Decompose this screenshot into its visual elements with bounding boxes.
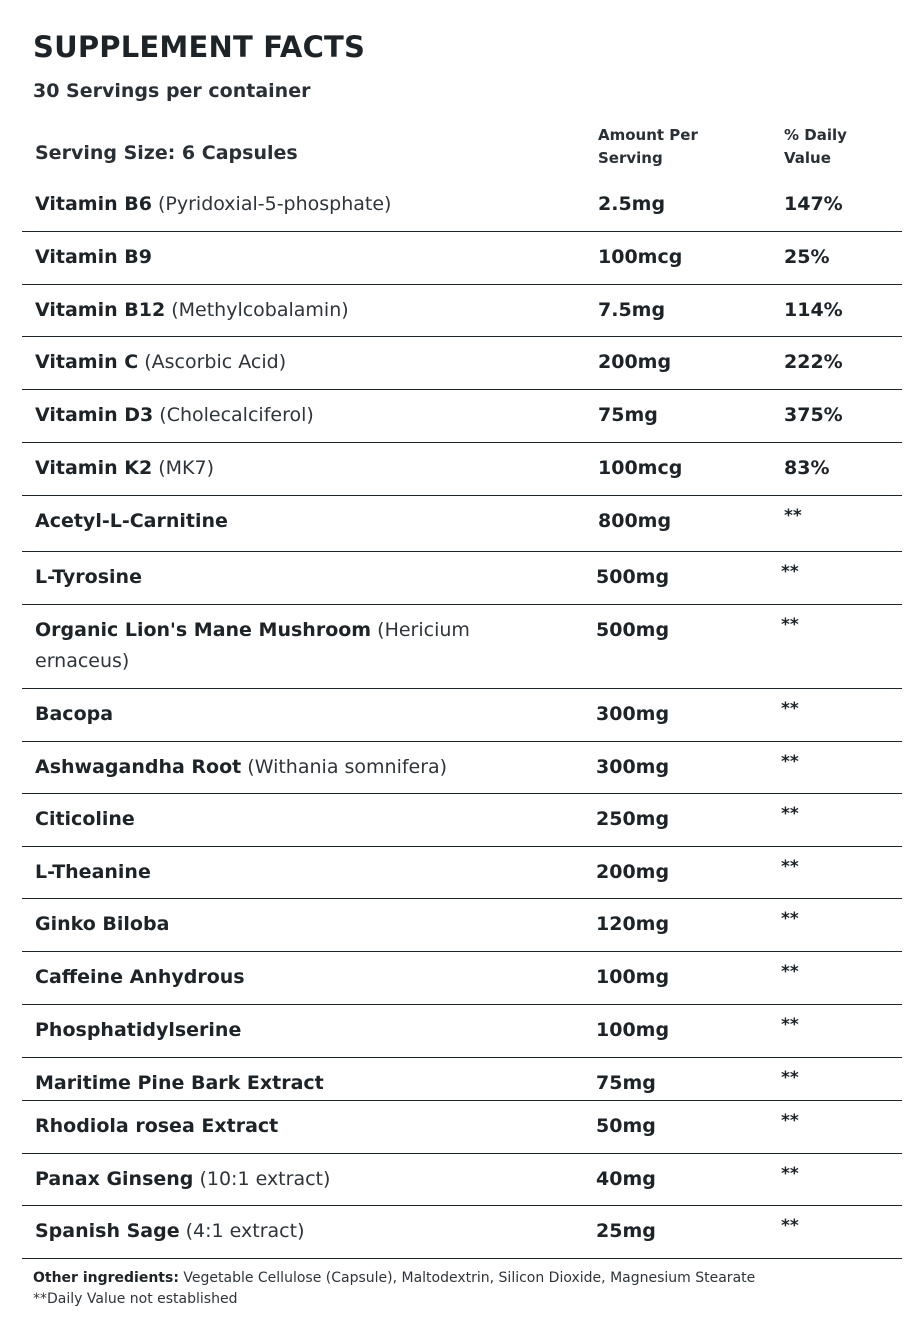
amount-per-serving: 500mg <box>596 619 670 641</box>
ingredient-name <box>35 1164 555 1195</box>
ingredient-main-name: Vitamin C <box>35 351 139 373</box>
table-row <box>22 552 902 605</box>
daily-value-note: **Daily Value not established <box>33 1291 238 1307</box>
dv-header-line2: Value <box>784 149 831 167</box>
ingredient-main-name: Caffeine Anhydrous <box>35 966 245 988</box>
daily-value: ** <box>781 615 799 635</box>
ingredient-name <box>35 1015 555 1046</box>
other-ingredients <box>33 1268 903 1289</box>
amount-per-serving: 200mg <box>598 351 672 373</box>
table-row <box>22 1101 902 1154</box>
ingredient-name <box>35 242 555 273</box>
daily-value: 83% <box>784 457 830 479</box>
ingredient-name <box>35 1216 555 1247</box>
amount-per-serving: 300mg <box>596 756 670 778</box>
table-row <box>22 952 902 1005</box>
other-ingredients-text: Vegetable Cellulose (Capsule), Maltodextrin, Silicon Dioxide, Magnesium Stearate <box>183 1270 756 1286</box>
amount-per-serving: 100mg <box>596 966 670 988</box>
amount-per-serving-header <box>598 124 748 170</box>
table-row <box>22 847 902 899</box>
footer <box>33 1268 903 1310</box>
table-row <box>22 1206 902 1259</box>
daily-value: ** <box>781 1164 799 1184</box>
ingredient-name <box>35 909 555 940</box>
ingredient-detail: (4:1 extract) <box>185 1220 305 1242</box>
table-row <box>22 605 902 689</box>
ingredient-main-name: Citicoline <box>35 808 135 830</box>
ingredient-name <box>35 857 555 888</box>
amount-per-serving: 100mg <box>596 1019 670 1041</box>
ingredient-main-name: Rhodiola rosea Extract <box>35 1115 279 1137</box>
amount-per-serving: 25mg <box>596 1220 656 1242</box>
daily-value: 114% <box>784 299 843 321</box>
ingredient-main-name: Vitamin B6 <box>35 193 152 215</box>
daily-value: ** <box>781 804 799 824</box>
page-title: SUPPLEMENT FACTS <box>33 30 366 64</box>
daily-value: 222% <box>784 351 843 373</box>
table-row <box>22 337 902 390</box>
amount-per-serving: 200mg <box>596 861 670 883</box>
ingredient-name <box>35 1068 555 1099</box>
amount-per-serving: 7.5mg <box>598 299 666 321</box>
ingredient-main-name: Ginko Biloba <box>35 913 170 935</box>
ingredient-name <box>35 189 555 220</box>
amount-per-serving: 250mg <box>596 808 670 830</box>
table-row <box>22 179 902 232</box>
ingredient-main-name: L-Tyrosine <box>35 566 142 588</box>
amount-per-serving: 75mg <box>598 404 658 426</box>
ingredient-name <box>35 1111 555 1142</box>
table-row <box>22 285 902 337</box>
table-row <box>22 899 902 952</box>
daily-value: ** <box>781 1216 799 1236</box>
ingredient-main-name: Maritime Pine Bark Extract <box>35 1072 324 1094</box>
amount-header-line1: Amount Per <box>598 126 698 144</box>
amount-per-serving: 300mg <box>596 703 670 725</box>
table-row <box>22 1154 902 1206</box>
ingredient-detail: (Withania somnifera) <box>247 756 448 778</box>
ingredient-name <box>35 400 555 431</box>
table-row <box>22 1058 902 1101</box>
ingredient-detail: (Methylcobalamin) <box>171 299 349 321</box>
ingredient-detail: (Cholecalciferol) <box>159 404 314 426</box>
daily-value: ** <box>781 1068 799 1088</box>
daily-value: ** <box>781 752 799 772</box>
daily-value: ** <box>781 1111 799 1131</box>
ingredient-main-name: Organic Lion's Mane Mushroom <box>35 619 372 641</box>
amount-per-serving: 800mg <box>598 510 672 532</box>
ingredient-detail: (10:1 extract) <box>199 1168 331 1190</box>
ingredient-main-name: Spanish Sage <box>35 1220 180 1242</box>
amount-header-line2: Serving <box>598 149 663 167</box>
table-row <box>22 443 902 496</box>
ingredient-name <box>35 506 555 537</box>
amount-per-serving: 100mcg <box>598 246 683 268</box>
daily-value: ** <box>781 562 799 582</box>
amount-per-serving: 75mg <box>596 1072 656 1094</box>
ingredient-name <box>35 453 555 484</box>
ingredient-name <box>35 347 555 378</box>
ingredient-name <box>35 562 555 593</box>
serving-size: Serving Size: 6 Capsules <box>35 142 298 164</box>
daily-value: 147% <box>784 193 843 215</box>
ingredient-name <box>35 295 555 326</box>
table-row <box>22 689 902 742</box>
daily-value: ** <box>781 857 799 877</box>
ingredient-name <box>35 804 555 835</box>
ingredient-main-name: Vitamin K2 <box>35 457 153 479</box>
ingredient-name <box>35 615 505 677</box>
amount-per-serving: 500mg <box>596 566 670 588</box>
amount-per-serving: 2.5mg <box>598 193 666 215</box>
table-row <box>22 496 902 552</box>
ingredient-main-name: Vitamin B9 <box>35 246 152 268</box>
amount-per-serving: 50mg <box>596 1115 656 1137</box>
ingredient-name <box>35 962 555 993</box>
table-row <box>22 742 902 794</box>
ingredient-main-name: Ashwagandha Root <box>35 756 242 778</box>
daily-value: ** <box>781 909 799 929</box>
daily-value: 25% <box>784 246 830 268</box>
ingredient-main-name: Vitamin D3 <box>35 404 154 426</box>
ingredient-detail: (MK7) <box>158 457 215 479</box>
ingredient-main-name: Panax Ginseng <box>35 1168 194 1190</box>
table-row <box>22 794 902 847</box>
daily-value: ** <box>781 699 799 719</box>
table-row <box>22 390 902 443</box>
ingredient-main-name: L-Theanine <box>35 861 151 883</box>
ingredient-main-name: Vitamin B12 <box>35 299 166 321</box>
table-row <box>22 1005 902 1058</box>
amount-per-serving: 40mg <box>596 1168 656 1190</box>
ingredient-detail: (Hericium ernaceus) <box>35 619 470 672</box>
ingredient-main-name: Acetyl-L-Carnitine <box>35 510 228 532</box>
ingredient-detail: (Pyridoxial-5-phosphate) <box>158 193 392 215</box>
amount-per-serving: 100mcg <box>598 457 683 479</box>
ingredient-detail: (Ascorbic Acid) <box>144 351 287 373</box>
ingredient-name <box>35 752 555 783</box>
ingredient-main-name: Phosphatidylserine <box>35 1019 242 1041</box>
other-ingredients-label: Other ingredients: <box>33 1270 179 1286</box>
ingredient-name <box>35 699 555 730</box>
ingredient-main-name: Bacopa <box>35 703 114 725</box>
daily-value: ** <box>784 506 802 526</box>
amount-per-serving: 120mg <box>596 913 670 935</box>
daily-value: ** <box>781 1015 799 1035</box>
servings-per-container: 30 Servings per container <box>33 80 311 102</box>
daily-value-header <box>784 124 894 170</box>
table-row <box>22 232 902 285</box>
dv-header-line1: % Daily <box>784 126 847 144</box>
daily-value: 375% <box>784 404 843 426</box>
daily-value: ** <box>781 962 799 982</box>
